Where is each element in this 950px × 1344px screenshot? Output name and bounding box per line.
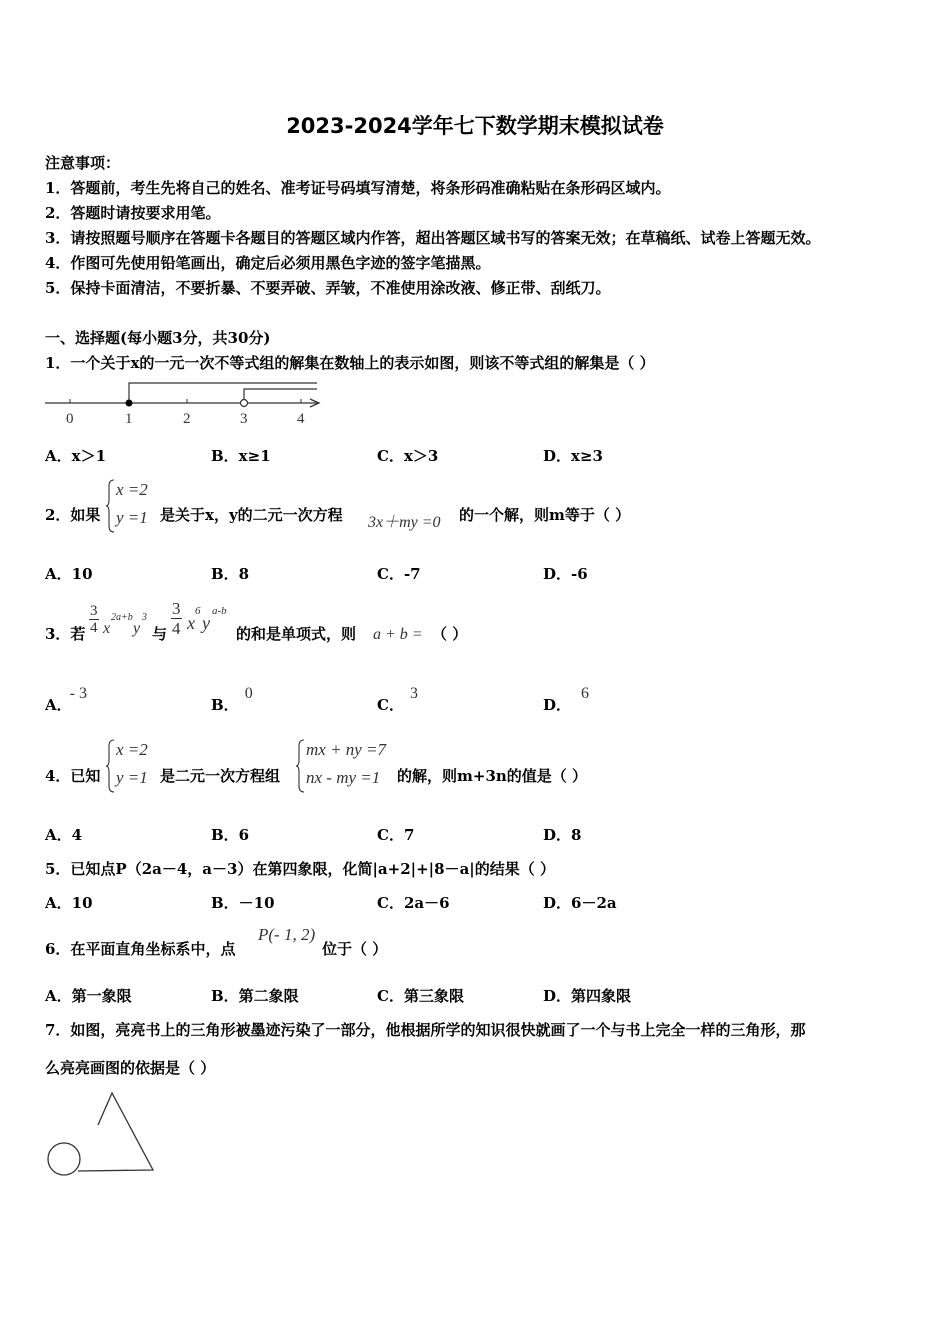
q3-term2-y: y: [202, 613, 210, 633]
brace-icon: [106, 478, 116, 534]
q5-option-a[interactable]: A．10: [45, 894, 93, 912]
q1-stem: 1．一个关于x的一元一次不等式组的解集在数轴上的表示如图，则该不等式组的解集是（ ）: [45, 354, 655, 372]
solution-ray-3: [244, 389, 317, 403]
notice-item-4: 4．作图可先使用铅笔画出，确定后必须用黑色字迹的签字笔描黑。: [45, 254, 491, 272]
number-line-figure: [40, 378, 325, 428]
q6-option-c[interactable]: C．第三象限: [377, 987, 464, 1005]
q3-with: 与: [152, 625, 168, 643]
brace-icon: [296, 738, 306, 794]
q2-equation: 3x＋my =0: [368, 514, 441, 531]
q3-option-c[interactable]: C．3: [377, 685, 418, 714]
q4-sys1-row-1: x =2: [116, 740, 148, 759]
q4-system-1: [106, 738, 166, 794]
q2-system: [106, 478, 166, 534]
notice-heading: 注意事项：: [45, 154, 121, 172]
q4-sys2-row-1: mx + ny =7: [306, 740, 387, 759]
q5-option-c[interactable]: C．2a－6: [377, 894, 450, 912]
q2-post: 的一个解，则m等于（ ）: [459, 506, 631, 524]
q2-mid: 是关于x，y的二元一次方程: [160, 506, 343, 524]
notice-item-1: 1．答题前，考生先将自己的姓名、准考证号码填写清楚，将条形码准确粘贴在条形码区域内。: [45, 179, 671, 197]
q1-option-a[interactable]: A．x＞1: [45, 447, 107, 465]
q2-sys-row-2: y =1: [116, 508, 148, 527]
q3-term1-y-exp: 3: [142, 612, 147, 623]
q3-expression: a + b =: [373, 626, 423, 643]
q4-system-2: [296, 738, 396, 794]
q5-option-d[interactable]: D．6－2a: [543, 894, 617, 912]
q1-option-c[interactable]: C．x＞3: [377, 447, 439, 465]
q4-sys1-row-2: y =1: [116, 768, 148, 787]
notice-item-2: 2．答题时请按要求用笔。: [45, 204, 221, 222]
q2-option-b[interactable]: B．8: [211, 565, 250, 583]
q3-term1-x-exp: 2a+b: [111, 612, 133, 623]
tick-label-4: 4: [297, 411, 305, 427]
q3-option-a[interactable]: A．- 3: [45, 685, 87, 714]
q6-option-a[interactable]: A．第一象限: [45, 987, 132, 1005]
q3-option-d[interactable]: D．6: [543, 685, 590, 714]
q2-option-c[interactable]: C．-7: [377, 565, 421, 583]
solution-ray-1: [129, 383, 317, 403]
q4-option-b[interactable]: B．6: [211, 826, 250, 844]
q2-option-d[interactable]: D．-6: [543, 565, 588, 583]
triangle-edges: [78, 1093, 153, 1171]
tick-label-2: 2: [183, 411, 191, 427]
q4-option-a[interactable]: A．4: [45, 826, 83, 844]
q4-mid: 是二元一次方程组: [160, 767, 281, 785]
closed-point-1: [126, 400, 133, 407]
q4-option-d[interactable]: D．8: [543, 826, 582, 844]
q6-option-b[interactable]: B．第二象限: [211, 987, 299, 1005]
ink-blot-circle: [48, 1143, 80, 1175]
notice-item-5: 5．保持卡面清洁，不要折暴、不要弄破、弄皱，不准使用涂改液、修正带、刮纸刀。: [45, 279, 611, 297]
q3-pre: 3．若: [45, 625, 86, 643]
q4-option-c[interactable]: C．7: [377, 826, 415, 844]
notice-item-3: 3．请按照题号顺序在答题卡各题目的答题区域内作答，超出答题区域书写的答案无效；在草稿纸、试卷上答题无效。: [45, 229, 821, 247]
q7-line-2: 么亮亮画图的依据是（ ）: [45, 1059, 216, 1077]
q7-line-1: 7．如图，亮亮书上的三角形被墨迹污染了一部分，他根据所学的知识很快就画了一个与书上完全一样的三角形，那: [45, 1021, 806, 1039]
tick-label-3: 3: [240, 411, 248, 427]
q3-term1-y: y: [133, 620, 141, 637]
q3-term2-x-exp: 6: [195, 605, 201, 617]
q4-post: 的解，则m+3n的值是（ ）: [397, 767, 588, 785]
q6-post: 位于（ ）: [322, 940, 388, 958]
q2-option-a[interactable]: A．10: [45, 565, 93, 583]
q2-sys-row-1: x =2: [116, 480, 148, 499]
q3-term2-y-exp: a-b: [212, 605, 227, 617]
page-title: 2023-2024学年七下数学期末模拟试卷: [286, 114, 664, 138]
open-point-3: [241, 400, 248, 407]
q1-option-b[interactable]: B．x≥1: [211, 447, 271, 465]
q2-pre: 2．如果: [45, 506, 101, 524]
triangle-figure: [40, 1088, 160, 1183]
q3-tail: （ ）: [432, 625, 468, 643]
q6-point: P(- 1, 2): [258, 925, 316, 944]
q3-fraction-2: $\frac{3}{4}$: [172, 599, 181, 638]
q3-post: 的和是单项式，则: [236, 625, 357, 643]
q3-option-b[interactable]: B．0: [211, 685, 253, 714]
q1-option-d[interactable]: D．x≥3: [543, 447, 603, 465]
q4-pre: 4．已知: [45, 767, 101, 785]
brace-icon: [106, 738, 116, 794]
q5-option-b[interactable]: B．－10: [211, 894, 275, 912]
q6-option-d[interactable]: D．第四象限: [543, 987, 632, 1005]
q3-term1-x: x: [103, 620, 111, 637]
tick-label-0: 0: [66, 411, 74, 427]
section-heading: 一、选择题(每小题3分，共30分): [45, 329, 271, 347]
q4-sys2-row-2: nx - my =1: [306, 768, 381, 787]
q6-pre: 6．在平面直角坐标系中，点: [45, 940, 236, 958]
q5-stem: 5．已知点P（2a－4，a－3）在第四象限，化简|a+2|+|8－a|的结果（ ）: [45, 860, 555, 878]
q3-term2-x: x: [187, 613, 195, 633]
tick-label-1: 1: [125, 411, 133, 427]
q3-fraction-1: $\frac{3}{4}$: [90, 603, 98, 636]
